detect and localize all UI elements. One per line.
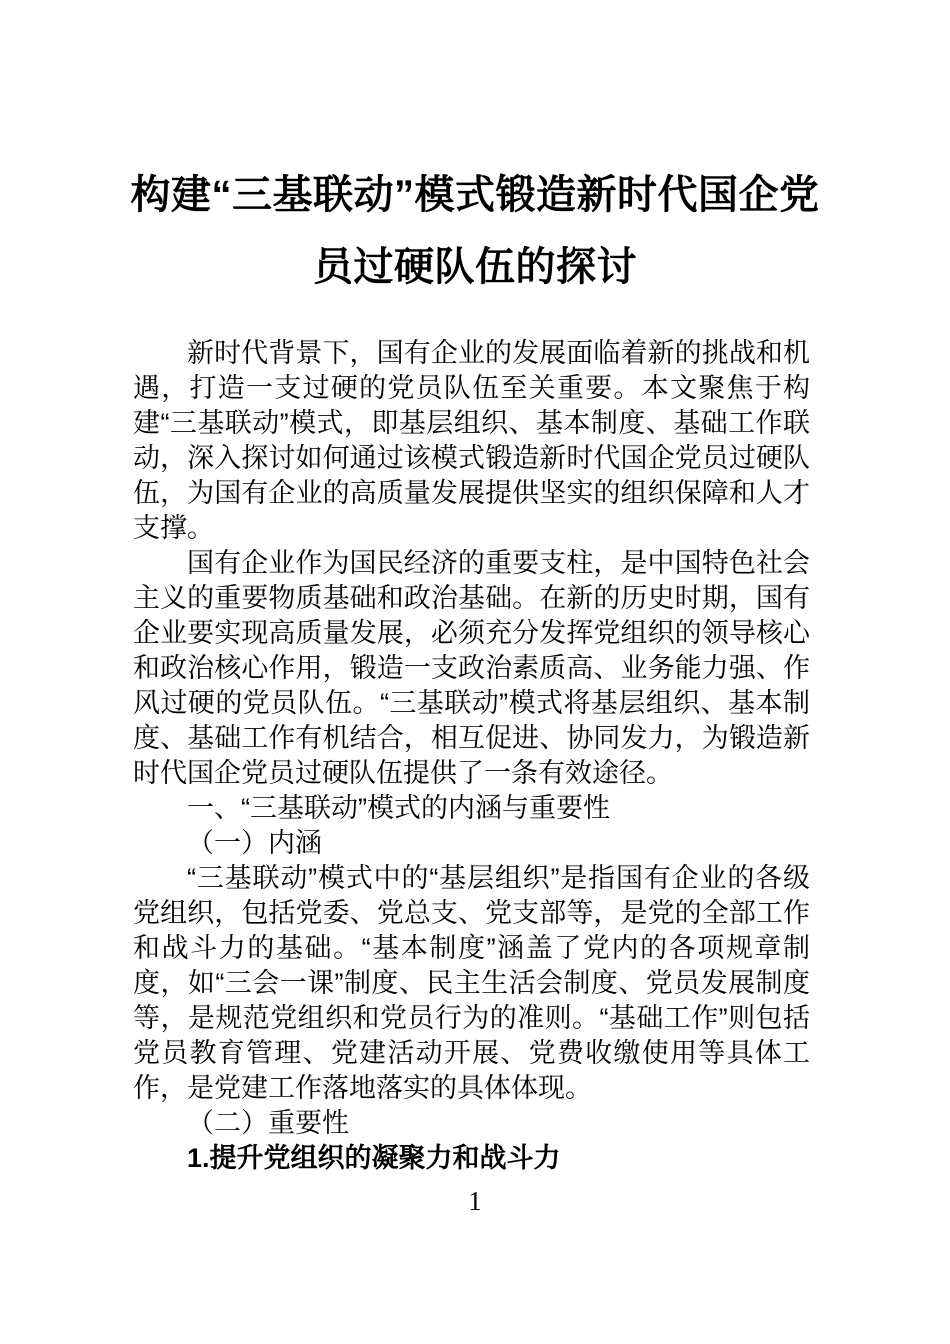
section-heading: （二）重要性 (187, 1108, 349, 1138)
document-body (133, 336, 810, 1176)
paragraph: 新时代背景下，国有企业的发展面临着新的挑战和机遇，打造一支过硬的党员队伍至关重要。本文聚焦于构建“三基联动”模式，即基层组织、基本制度、基础工作联动，深入探讨如何通过该模式锻造新时代国企党员过硬队伍，为国有企业的高质量发展提供坚实的组织保障和人才支撑。 (133, 338, 810, 543)
page-number: 1 (468, 1186, 482, 1216)
paragraph: “三基联动”模式中的“基层组织”是指国有企业的各级党组织，包括党委、党总支、党支部等，是党的全部工作和战斗力的基础。“基本制度”涵盖了党内的各项规章制度，如“三会一课”制度、民主生活会制度、党员发展制度等，是规范党组织和党员行为的准则。“基础工作”则包括党员教育管理、党建活动开展、党费收缴使用等具体工作，是党建工作落地落实的具体体现。 (133, 863, 810, 1103)
section-heading: 1.提升党组织的凝聚力和战斗力 (187, 1143, 561, 1173)
section-heading: （一）内涵 (187, 828, 322, 858)
document-title: 构建“三基联动”模式锻造新时代国企党员过硬队伍的探讨 (130, 173, 820, 289)
paragraph: 国有企业作为国民经济的重要支柱，是中国特色社会主义的重要物质基础和政治基础。在新的历史时期，国有企业要实现高质量发展，必须充分发挥党组织的领导核心和政治核心作用，锻造一支政治素质高、业务能力强、作风过硬的党员队伍。“三基联动”模式将基层组织、基本制度、基础工作有机结合，相互促进、协同发力，为锻造新时代国企党员过硬队伍提供了一条有效途径。 (133, 548, 810, 788)
section-heading: 一、“三基联动”模式的内涵与重要性 (187, 793, 610, 823)
